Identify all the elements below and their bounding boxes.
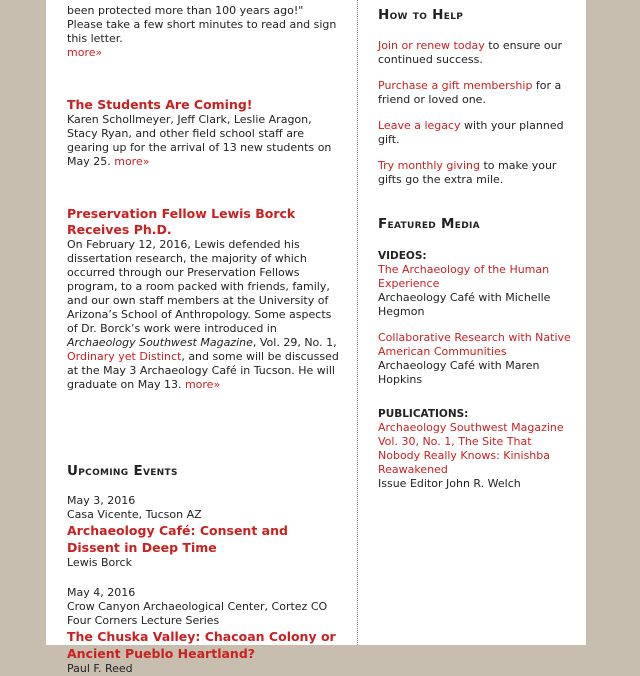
videos-label: VIDEOS: <box>378 250 427 262</box>
event-speaker: Lewis Borck <box>67 556 132 569</box>
event-location: Casa Vicente, Tucson AZ <box>67 508 202 521</box>
article-title[interactable]: The Students Are Coming! <box>67 97 253 112</box>
help-text: to ensure our continued success. <box>378 39 563 66</box>
event-location: Crow Canyon Archaeological Center, Cortez CO <box>67 600 328 613</box>
event-speaker: Paul F. Reed <box>67 662 133 675</box>
event-item <box>67 586 342 676</box>
event-title[interactable]: Archaeology Café: Consent and Dissent in Deep Time <box>67 523 288 555</box>
video-desc: Archaeology Café with Michelle Hegmon <box>378 291 551 318</box>
help-item <box>378 39 573 67</box>
intro-text <box>67 4 342 60</box>
article-body <box>67 238 342 392</box>
publications-section <box>378 407 573 491</box>
video-desc: Archaeology Café with Maren Hopkins <box>378 359 540 386</box>
publication-desc: Issue Editor John R. Welch <box>378 477 521 490</box>
article-text: Karen Schollmeyer, Jeff Clark, Leslie Aragon, Stacy Ryan, and other field school staff are gearing up for the arrival of 13 new students on May 25. <box>67 113 332 168</box>
video-link[interactable]: Collaborative Research with Native American Communities <box>378 331 571 358</box>
join-renew-link[interactable]: Join or renew today <box>378 39 485 52</box>
help-text: for a friend or loved one. <box>378 79 562 106</box>
videos-section <box>378 249 573 387</box>
video-link[interactable]: The Archaeology of the Human Experience <box>378 263 550 290</box>
article-body <box>67 113 342 169</box>
ordinary-yet-distinct-link[interactable]: Ordinary yet Distinct <box>67 350 182 363</box>
help-text: with your planned gift. <box>378 119 564 146</box>
help-heading: How to Help <box>378 7 464 23</box>
leave-legacy-link[interactable]: Leave a legacy <box>378 119 461 132</box>
sidebar-column <box>378 4 573 491</box>
event-title[interactable]: The Chuska Valley: Chacoan Colony or Ancient Pueblo Heartland? <box>67 629 336 661</box>
gift-membership-link[interactable]: Purchase a gift membership <box>378 79 533 92</box>
main-column <box>67 4 342 676</box>
event-date: May 4, 2016 <box>67 586 136 599</box>
help-item <box>378 119 573 147</box>
help-text: to make your gifts go the extra mile. <box>378 159 557 186</box>
article-text: , Vol. 29, No. 1, <box>252 336 337 349</box>
media-heading: Featured Media <box>378 216 480 232</box>
event-date: May 3, 2016 <box>67 494 136 507</box>
help-item <box>378 79 573 107</box>
article-text: On February 12, 2016, Lewis defended his dissertation research, the majority of which occurred through our Preservation Fellows program, to a room packed with friends, family, and our own staff members at the University of Arizona’s School of Anthropology. Some aspects of Dr. Borck’s work were introduced in <box>67 238 332 335</box>
article-students <box>67 97 342 169</box>
event-item <box>67 494 342 570</box>
help-item <box>378 159 573 187</box>
magazine-title: Archaeology Southwest Magazine <box>67 336 253 349</box>
intro-more-link[interactable]: more» <box>67 46 103 59</box>
article-title[interactable]: Preservation Fellow Lewis Borck Receives Ph.D. <box>67 206 296 237</box>
article-text: , and some will be discussed at the May 3 Archaeology Café in Tucson. He will graduate on May 13. <box>67 350 339 391</box>
monthly-giving-link[interactable]: Try monthly giving <box>378 159 480 172</box>
article-more-link[interactable]: more» <box>114 155 150 168</box>
intro-body: been protected more than 100 years ago!" Please take a few short minutes to read and sign this letter. <box>67 4 337 45</box>
column-divider <box>357 0 358 645</box>
publication-link[interactable]: Archaeology Southwest Magazine Vol. 30, No. 1, The Site That Nobody Really Knows: Kinishba Reawakened <box>378 421 564 476</box>
publications-label: PUBLICATIONS: <box>378 408 469 420</box>
article-borck <box>67 206 342 392</box>
event-series: Four Corners Lecture Series <box>67 614 220 627</box>
events-heading: Upcoming Events <box>67 463 178 479</box>
article-more-link[interactable]: more» <box>184 378 221 391</box>
